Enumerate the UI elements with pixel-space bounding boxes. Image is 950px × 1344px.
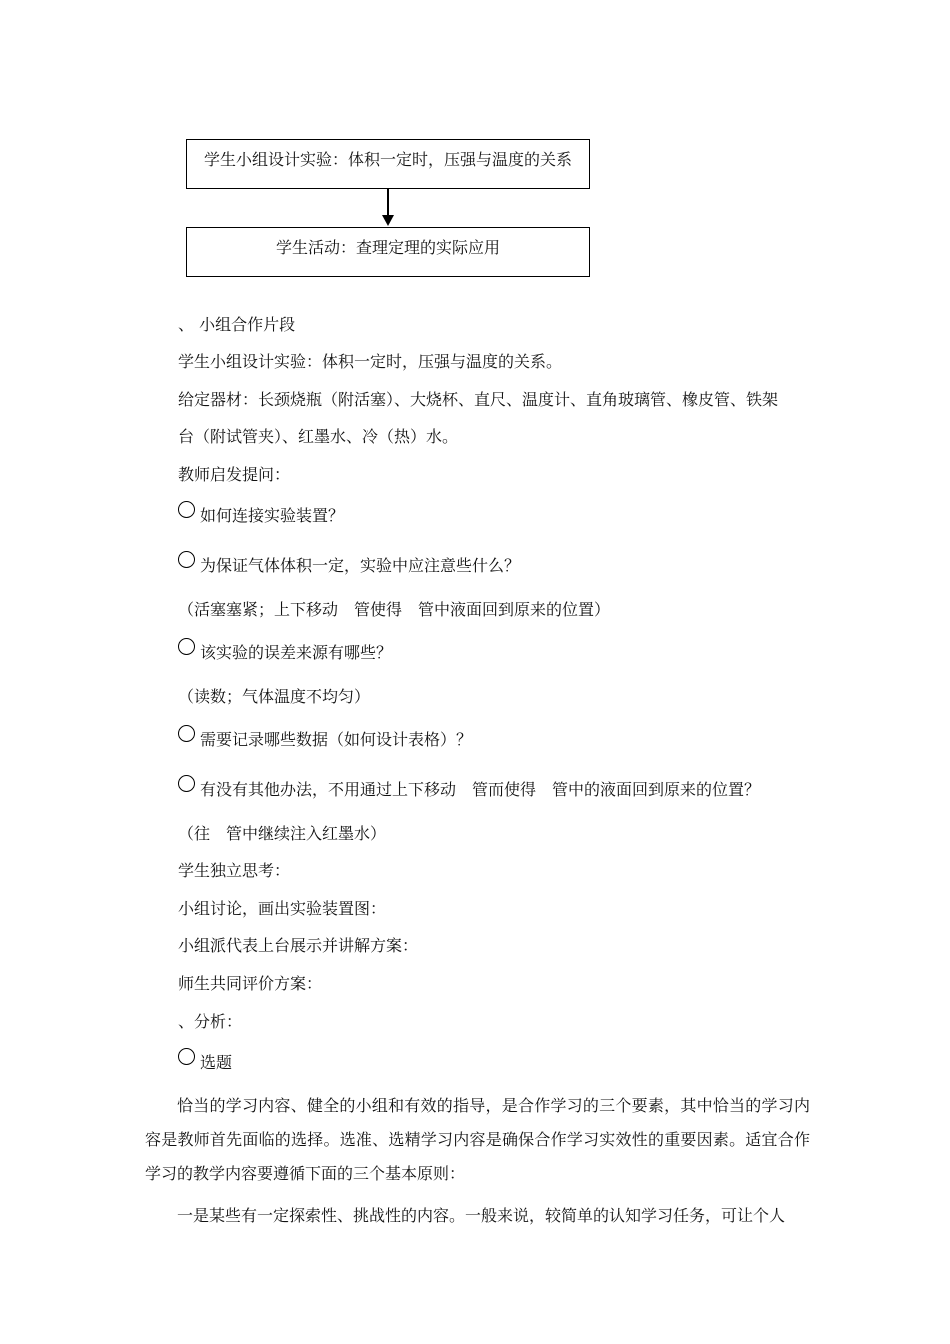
materials-line-2: 台（附试管夹）、红墨水、冷（热）水。 bbox=[178, 427, 459, 446]
step-2: 小组讨论，画出实验装置图： bbox=[178, 899, 387, 918]
step-4: 师生共同评价方案： bbox=[178, 974, 323, 993]
answer-2: （读数；气体温度不均匀） bbox=[178, 687, 371, 706]
intro-line: 学生小组设计实验：体积一定时，压强与温度的关系。 bbox=[178, 352, 563, 371]
question-text-4: 需要记录哪些数据（如何设计表格）？ bbox=[200, 730, 473, 749]
question-item-1 bbox=[178, 503, 344, 526]
question-text-2: 为保证气体体积一定，实验中应注意些什么？ bbox=[200, 556, 521, 575]
topic-item bbox=[178, 1050, 232, 1073]
question-item-4 bbox=[178, 727, 472, 750]
circle-bullet-icon bbox=[178, 775, 195, 792]
paragraph-1: 恰当的学习内容、健全的小组和有效的指导，是合作学习的三个要素，其中恰当的学习内容是教师首先面临的选择。选准、选精学习内容是确保合作学习实效性的重要因素。适宜合作学习的教学内容要遵循下面的三个基本原则： bbox=[145, 1096, 810, 1183]
answer-3: （往 管中继续注入红墨水） bbox=[178, 824, 387, 843]
question-item-2 bbox=[178, 553, 520, 576]
circle-bullet-icon bbox=[178, 501, 195, 518]
circle-bullet-icon bbox=[178, 725, 195, 742]
question-text-5: 有没有其他办法，不用通过上下移动 管而使得 管中的液面回到原来的位置？ bbox=[200, 780, 761, 799]
analysis-heading: 、分析： bbox=[178, 1012, 243, 1031]
circle-bullet-icon bbox=[178, 638, 195, 655]
flowchart-box-experiment: 学生小组设计实验：体积一定时，压强与温度的关系 bbox=[186, 139, 590, 189]
step-1: 学生独立思考： bbox=[178, 861, 291, 880]
section-heading: 、 小组合作片段 bbox=[178, 315, 296, 334]
flowchart-box-activity: 学生活动：查理定理的实际应用 bbox=[186, 227, 590, 277]
flowchart-arrow-line bbox=[387, 189, 389, 217]
answer-1: （活塞塞紧；上下移动 管使得 管中液面回到原来的位置） bbox=[178, 600, 611, 619]
materials-line-1: 给定器材：长颈烧瓶（附活塞）、大烧杯、直尺、温度计、直角玻璃管、橡皮管、铁架 bbox=[178, 390, 779, 409]
step-3: 小组派代表上台展示并讲解方案： bbox=[178, 936, 419, 955]
question-item-3 bbox=[178, 640, 392, 663]
question-text-1: 如何连接实验装置？ bbox=[200, 506, 345, 525]
teacher-prompt: 教师启发提问： bbox=[178, 465, 291, 484]
arrow-down-icon bbox=[382, 215, 394, 226]
circle-bullet-icon bbox=[178, 551, 195, 568]
topic-text: 选题 bbox=[200, 1053, 233, 1072]
paragraph-2: 一是某些有一定探索性、挑战性的内容。一般来说，较简单的认知学习任务，可让个人 bbox=[177, 1206, 786, 1225]
circle-bullet-icon bbox=[178, 1048, 195, 1065]
question-text-3: 该实验的误差来源有哪些？ bbox=[200, 643, 393, 662]
question-item-5 bbox=[178, 777, 760, 800]
